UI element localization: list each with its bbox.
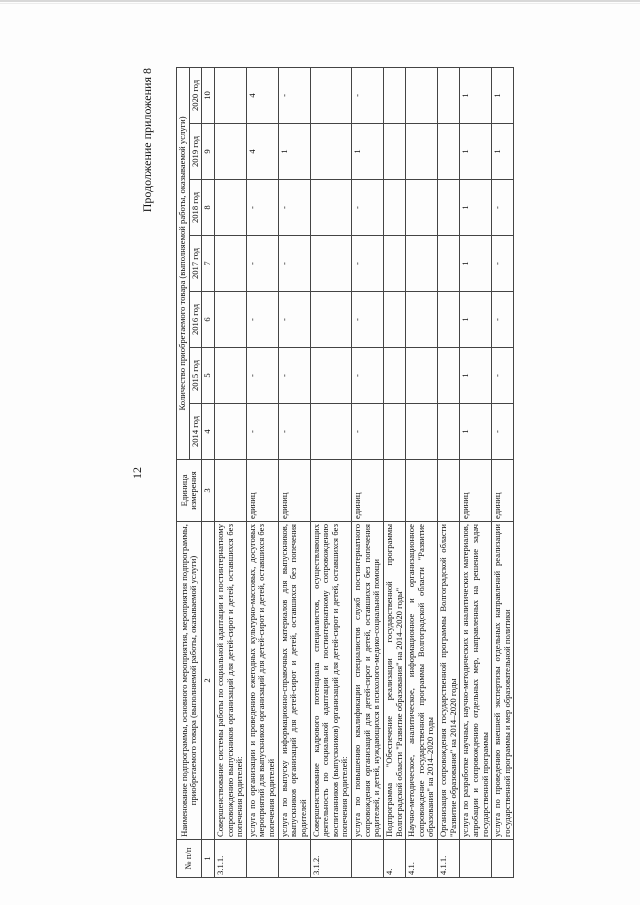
row-quantity: - bbox=[352, 348, 384, 404]
row-quantity bbox=[214, 404, 246, 460]
row-quantity: - bbox=[352, 292, 384, 348]
row-quantity bbox=[310, 348, 352, 404]
header-num: № п/п bbox=[177, 840, 202, 878]
scan-edge bbox=[0, 0, 640, 2]
column-number: 8 bbox=[202, 180, 215, 236]
row-quantity: - bbox=[492, 404, 514, 460]
row-quantity bbox=[438, 348, 460, 404]
row-quantity: 1 bbox=[278, 124, 310, 180]
row-quantity bbox=[438, 404, 460, 460]
row-number bbox=[246, 840, 278, 878]
row-quantity bbox=[214, 180, 246, 236]
row-name-cell bbox=[406, 522, 438, 840]
row-name: услуга по организации и проведению ежегодных культурно-массовых, досуговых мероприятий для выпускников организаций для детей-сирот и детей, оставшихся без попечения родителей bbox=[246, 524, 276, 837]
row-unit bbox=[310, 460, 352, 522]
row-name: услуга по разработке научных, научно-методических и аналитических материалов, апробации и сопровождению отдельных мер, направленных на решение задач государственной программы bbox=[460, 524, 490, 837]
row-name-cell bbox=[438, 522, 460, 840]
row-quantity bbox=[438, 292, 460, 348]
row-name: услуга по повышению квалификации специалистов служб постинтернатного сопровождения организаций для детей-сирот и детей, оставшихся без попечения родителей, и детей, нуждающихся в психолого-медико-социальной помощи bbox=[352, 524, 382, 837]
row-quantity: - bbox=[352, 180, 384, 236]
row-unit bbox=[383, 460, 405, 522]
row-quantity: 4 bbox=[246, 67, 278, 123]
column-number: 10 bbox=[202, 67, 215, 123]
row-name-cell bbox=[352, 522, 384, 840]
row-quantity: 1 bbox=[492, 124, 514, 180]
row-quantity: 1 bbox=[460, 236, 492, 292]
header-year: 2016 год bbox=[189, 292, 202, 348]
row-quantity bbox=[383, 236, 405, 292]
row-unit bbox=[406, 460, 438, 522]
table-row bbox=[460, 67, 492, 877]
row-quantity: 1 bbox=[492, 67, 514, 123]
table-row bbox=[214, 67, 246, 877]
row-quantity bbox=[310, 124, 352, 180]
row-quantity: 1 bbox=[460, 124, 492, 180]
row-name-cell bbox=[246, 522, 278, 840]
row-quantity: 1 bbox=[352, 124, 384, 180]
row-quantity: - bbox=[278, 236, 310, 292]
header-quantity: Количество приобретаемого товара (выполняемой работы, оказываемой услуги) bbox=[177, 67, 190, 459]
row-quantity: - bbox=[278, 292, 310, 348]
row-quantity bbox=[310, 236, 352, 292]
row-name: услуга по выпуску информационно-справочных материалов для выпускников, выпускников организаций для детей-сирот и детей, оставшихся без попечения родителей bbox=[278, 524, 308, 837]
row-unit: единиц bbox=[460, 460, 492, 522]
row-quantity bbox=[383, 348, 405, 404]
row-quantity: - bbox=[278, 348, 310, 404]
row-quantity bbox=[310, 292, 352, 348]
row-unit: единиц bbox=[246, 460, 278, 522]
row-name-cell bbox=[278, 522, 310, 840]
row-number bbox=[492, 840, 514, 878]
row-quantity bbox=[310, 404, 352, 460]
row-quantity: - bbox=[246, 180, 278, 236]
page-number: 12 bbox=[130, 467, 144, 479]
table-row bbox=[278, 67, 310, 877]
header-column-numbers bbox=[202, 67, 215, 877]
row-quantity: 1 bbox=[460, 180, 492, 236]
row-quantity bbox=[383, 292, 405, 348]
row-quantity bbox=[438, 236, 460, 292]
row-unit: единиц bbox=[352, 460, 384, 522]
row-quantity bbox=[438, 124, 460, 180]
row-number: 3.1.2. bbox=[310, 840, 352, 878]
column-number: 5 bbox=[202, 348, 215, 404]
row-quantity: - bbox=[492, 180, 514, 236]
table-row bbox=[352, 67, 384, 877]
row-number: 4.1. bbox=[406, 840, 438, 878]
row-name: Научно-методическое, аналитическое, информационное и организационное сопровождение государственной программы Волгоградской области "Развитие образования" на 2014–2020 годы bbox=[406, 524, 436, 837]
row-quantity bbox=[406, 180, 438, 236]
table-row bbox=[492, 67, 514, 877]
row-quantity: - bbox=[352, 404, 384, 460]
row-quantity bbox=[438, 180, 460, 236]
header-year: 2018 год bbox=[189, 180, 202, 236]
row-number bbox=[352, 840, 384, 878]
procurement-table bbox=[176, 67, 514, 878]
row-quantity: - bbox=[352, 236, 384, 292]
row-quantity: 1 bbox=[460, 67, 492, 123]
table-row bbox=[310, 67, 352, 877]
continuation-title: Продолжение приложения 8 bbox=[140, 68, 154, 213]
row-name: услуга по проведению внешней экспертизы отдельных направлений реализации государственной программы и мер образовательной политики bbox=[492, 524, 512, 837]
header-row-1 bbox=[177, 67, 190, 877]
header-year: 2014 год bbox=[189, 404, 202, 460]
row-quantity bbox=[214, 236, 246, 292]
row-quantity: 1 bbox=[460, 292, 492, 348]
row-quantity: - bbox=[492, 292, 514, 348]
row-quantity bbox=[438, 67, 460, 123]
row-name: Совершенствование кадрового потенциала специалистов, осуществляющих деятельность по социальной адаптации и постинтернатному сопровождению воспитанников (выпускников) организаций для детей-сирот и детей, оставшихся без попечения родителей: bbox=[310, 524, 350, 837]
row-quantity bbox=[383, 124, 405, 180]
row-name: Совершенствование системы работы по социальной адаптации и постинтернатному сопровождению выпускников организаций для детей-сирот и детей, оставшихся без попечения родителей: bbox=[214, 524, 245, 837]
row-unit bbox=[438, 460, 460, 522]
row-name-cell bbox=[310, 522, 352, 840]
row-name-cell bbox=[492, 522, 514, 840]
header-unit: Единица измерения bbox=[177, 460, 202, 522]
row-quantity bbox=[406, 67, 438, 123]
row-quantity bbox=[310, 67, 352, 123]
row-quantity bbox=[310, 180, 352, 236]
column-number: 1 bbox=[202, 840, 215, 878]
row-quantity: 1 bbox=[460, 404, 492, 460]
row-quantity: - bbox=[352, 67, 384, 123]
header-name: Наименование подпрограммы, основного мероприятия, мероприятия подпрограммы, приобретаемого товара (выполняемой работы, оказываемой услуги) bbox=[177, 522, 202, 840]
row-quantity bbox=[214, 292, 246, 348]
row-name: Организация сопровождения государственной программы Волгоградской области "Развитие образования" на 2014–2020 годы bbox=[438, 524, 458, 837]
row-quantity: - bbox=[492, 236, 514, 292]
row-quantity: - bbox=[278, 67, 310, 123]
row-unit: единиц bbox=[492, 460, 514, 522]
row-name-cell bbox=[214, 522, 246, 840]
table-row bbox=[438, 67, 460, 877]
row-unit bbox=[214, 460, 246, 522]
row-quantity bbox=[383, 180, 405, 236]
row-quantity bbox=[406, 124, 438, 180]
row-name-cell bbox=[383, 522, 405, 840]
row-unit: единиц bbox=[278, 460, 310, 522]
row-name-cell bbox=[460, 522, 492, 840]
column-number: 4 bbox=[202, 404, 215, 460]
row-quantity: 4 bbox=[246, 124, 278, 180]
table-row bbox=[246, 67, 278, 877]
row-quantity bbox=[214, 67, 246, 123]
column-number: 6 bbox=[202, 292, 215, 348]
table-row bbox=[383, 67, 405, 877]
row-quantity: - bbox=[246, 292, 278, 348]
table-row bbox=[406, 67, 438, 877]
header-year: 2017 год bbox=[189, 236, 202, 292]
row-quantity: 1 bbox=[460, 348, 492, 404]
row-quantity bbox=[406, 404, 438, 460]
row-quantity: - bbox=[492, 348, 514, 404]
row-number: 4. bbox=[383, 840, 405, 878]
row-quantity bbox=[406, 348, 438, 404]
row-quantity: - bbox=[246, 236, 278, 292]
column-number: 7 bbox=[202, 236, 215, 292]
row-number bbox=[278, 840, 310, 878]
row-name: Подпрограмма "Обеспечение реализации государственной программы Волгоградской области "Развитие образования" на 2014–2020 годы" bbox=[383, 524, 404, 837]
header-year: 2019 год bbox=[189, 124, 202, 180]
table-body bbox=[214, 67, 514, 877]
row-quantity: - bbox=[278, 180, 310, 236]
row-quantity: - bbox=[278, 404, 310, 460]
row-number: 4.1.1. bbox=[438, 840, 460, 878]
row-quantity bbox=[383, 67, 405, 123]
row-quantity bbox=[406, 292, 438, 348]
row-quantity bbox=[214, 124, 246, 180]
row-quantity: - bbox=[246, 348, 278, 404]
row-quantity bbox=[406, 236, 438, 292]
row-number bbox=[460, 840, 492, 878]
column-number: 2 bbox=[202, 522, 215, 840]
column-number: 9 bbox=[202, 124, 215, 180]
row-quantity bbox=[214, 348, 246, 404]
scan-edge-shadow bbox=[0, 3, 640, 4]
header-year: 2020 год bbox=[189, 67, 202, 123]
rotated-sheet bbox=[130, 68, 600, 878]
column-number: 3 bbox=[202, 460, 215, 522]
row-quantity: - bbox=[246, 404, 278, 460]
row-number: 3.1.1. bbox=[214, 840, 246, 878]
header-year: 2015 год bbox=[189, 348, 202, 404]
row-quantity bbox=[383, 404, 405, 460]
